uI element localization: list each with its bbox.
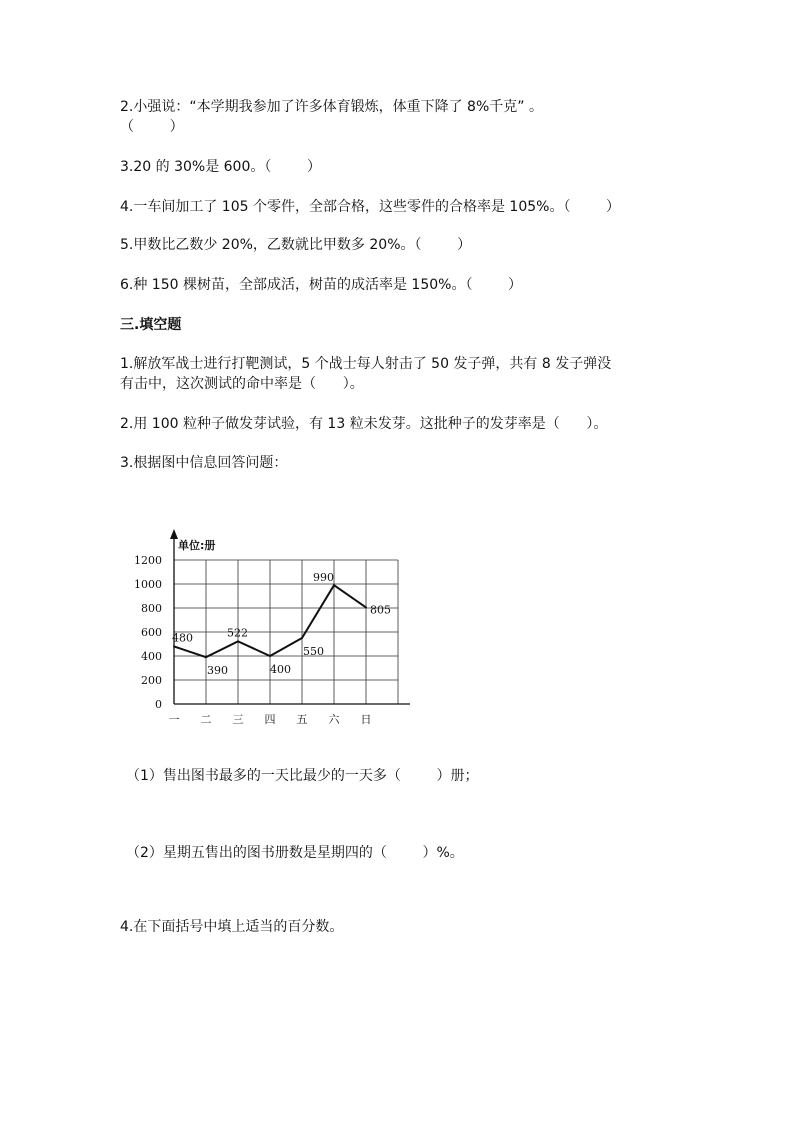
x-tick-label: 五: [296, 713, 308, 726]
data-point: [333, 584, 335, 586]
data-point: [173, 645, 175, 647]
data-label: 990: [313, 571, 334, 585]
data-point: [269, 655, 271, 657]
y-tick-label: 0: [155, 698, 162, 711]
x-tick-label: 三: [232, 713, 244, 726]
fill-question-4: 4.在下面括号中填上适当的百分数。: [120, 919, 344, 935]
data-label: 550: [303, 645, 324, 658]
data-label: 480: [172, 631, 193, 645]
judge-question-4: 4.一车间加工了 105 个零件，全部合格，这些零件的合格率是 105%。（ ）: [120, 199, 621, 215]
chart-ticks: [134, 554, 372, 726]
fill-question-3: 3.根据图中信息回答问题：: [120, 455, 288, 471]
data-point: [365, 606, 367, 608]
y-tick-label: 1000: [134, 578, 162, 591]
data-label: 390: [207, 664, 228, 678]
fill-question-1-line2: 有击中，这次测试的命中率是（ ）。: [120, 376, 364, 392]
y-tick-label: 600: [141, 626, 162, 639]
y-tick-label: 1200: [134, 554, 162, 567]
x-tick-label: 日: [360, 713, 372, 726]
fill-question-3-sub1: （1）售出图书最多的一天比最少的一天多（ ）册；: [126, 768, 479, 784]
data-point: [205, 656, 207, 658]
judge-question-3: 3.20 的 30%是 600。（ ）: [120, 159, 321, 175]
judge-question-6: 6.种 150 棵树苗，全部成活，树苗的成活率是 150%。（ ）: [120, 277, 523, 293]
chart-data-labels: [172, 571, 391, 677]
data-label: 805: [370, 603, 391, 617]
x-tick-label: 四: [264, 713, 276, 726]
section-title: 三.填空题: [120, 317, 182, 333]
judge-question-5: 5.甲数比乙数少 20%，乙数就比甲数多 20%。（ ）: [120, 237, 472, 253]
data-label: 522: [227, 626, 248, 640]
chart-grid: [174, 560, 398, 704]
line-chart: [120, 520, 410, 735]
y-tick-label: 400: [141, 650, 162, 663]
data-label: 400: [270, 663, 291, 676]
fill-question-1-line1: 1.解放军战士进行打靶测试，5 个战士每人射击了 50 发子弹，共有 8 发子弹没: [120, 356, 612, 372]
y-tick-label: 800: [141, 602, 162, 615]
data-point: [301, 637, 303, 639]
y-axis-arrow: [170, 529, 178, 539]
y-tick-label: 200: [141, 674, 162, 687]
x-tick-label: 六: [328, 713, 340, 726]
judge-question-2-line1: 2.小强说：“本学期我参加了许多体育锻炼，体重下降了 8%千克” 。: [120, 99, 543, 115]
x-tick-label: 一: [168, 713, 180, 726]
chart-unit-label: 单位:册: [178, 539, 216, 552]
fill-question-2: 2.用 100 粒种子做发芽试验，有 13 粒未发芽。这批种子的发芽率是（ ）。: [120, 416, 608, 432]
x-tick-label: 二: [200, 713, 212, 726]
data-point: [237, 640, 239, 642]
fill-question-3-sub2: （2）星期五售出的图书册数是星期四的（ ）%。: [126, 845, 464, 861]
judge-question-2-line2: （ ）: [120, 119, 184, 135]
